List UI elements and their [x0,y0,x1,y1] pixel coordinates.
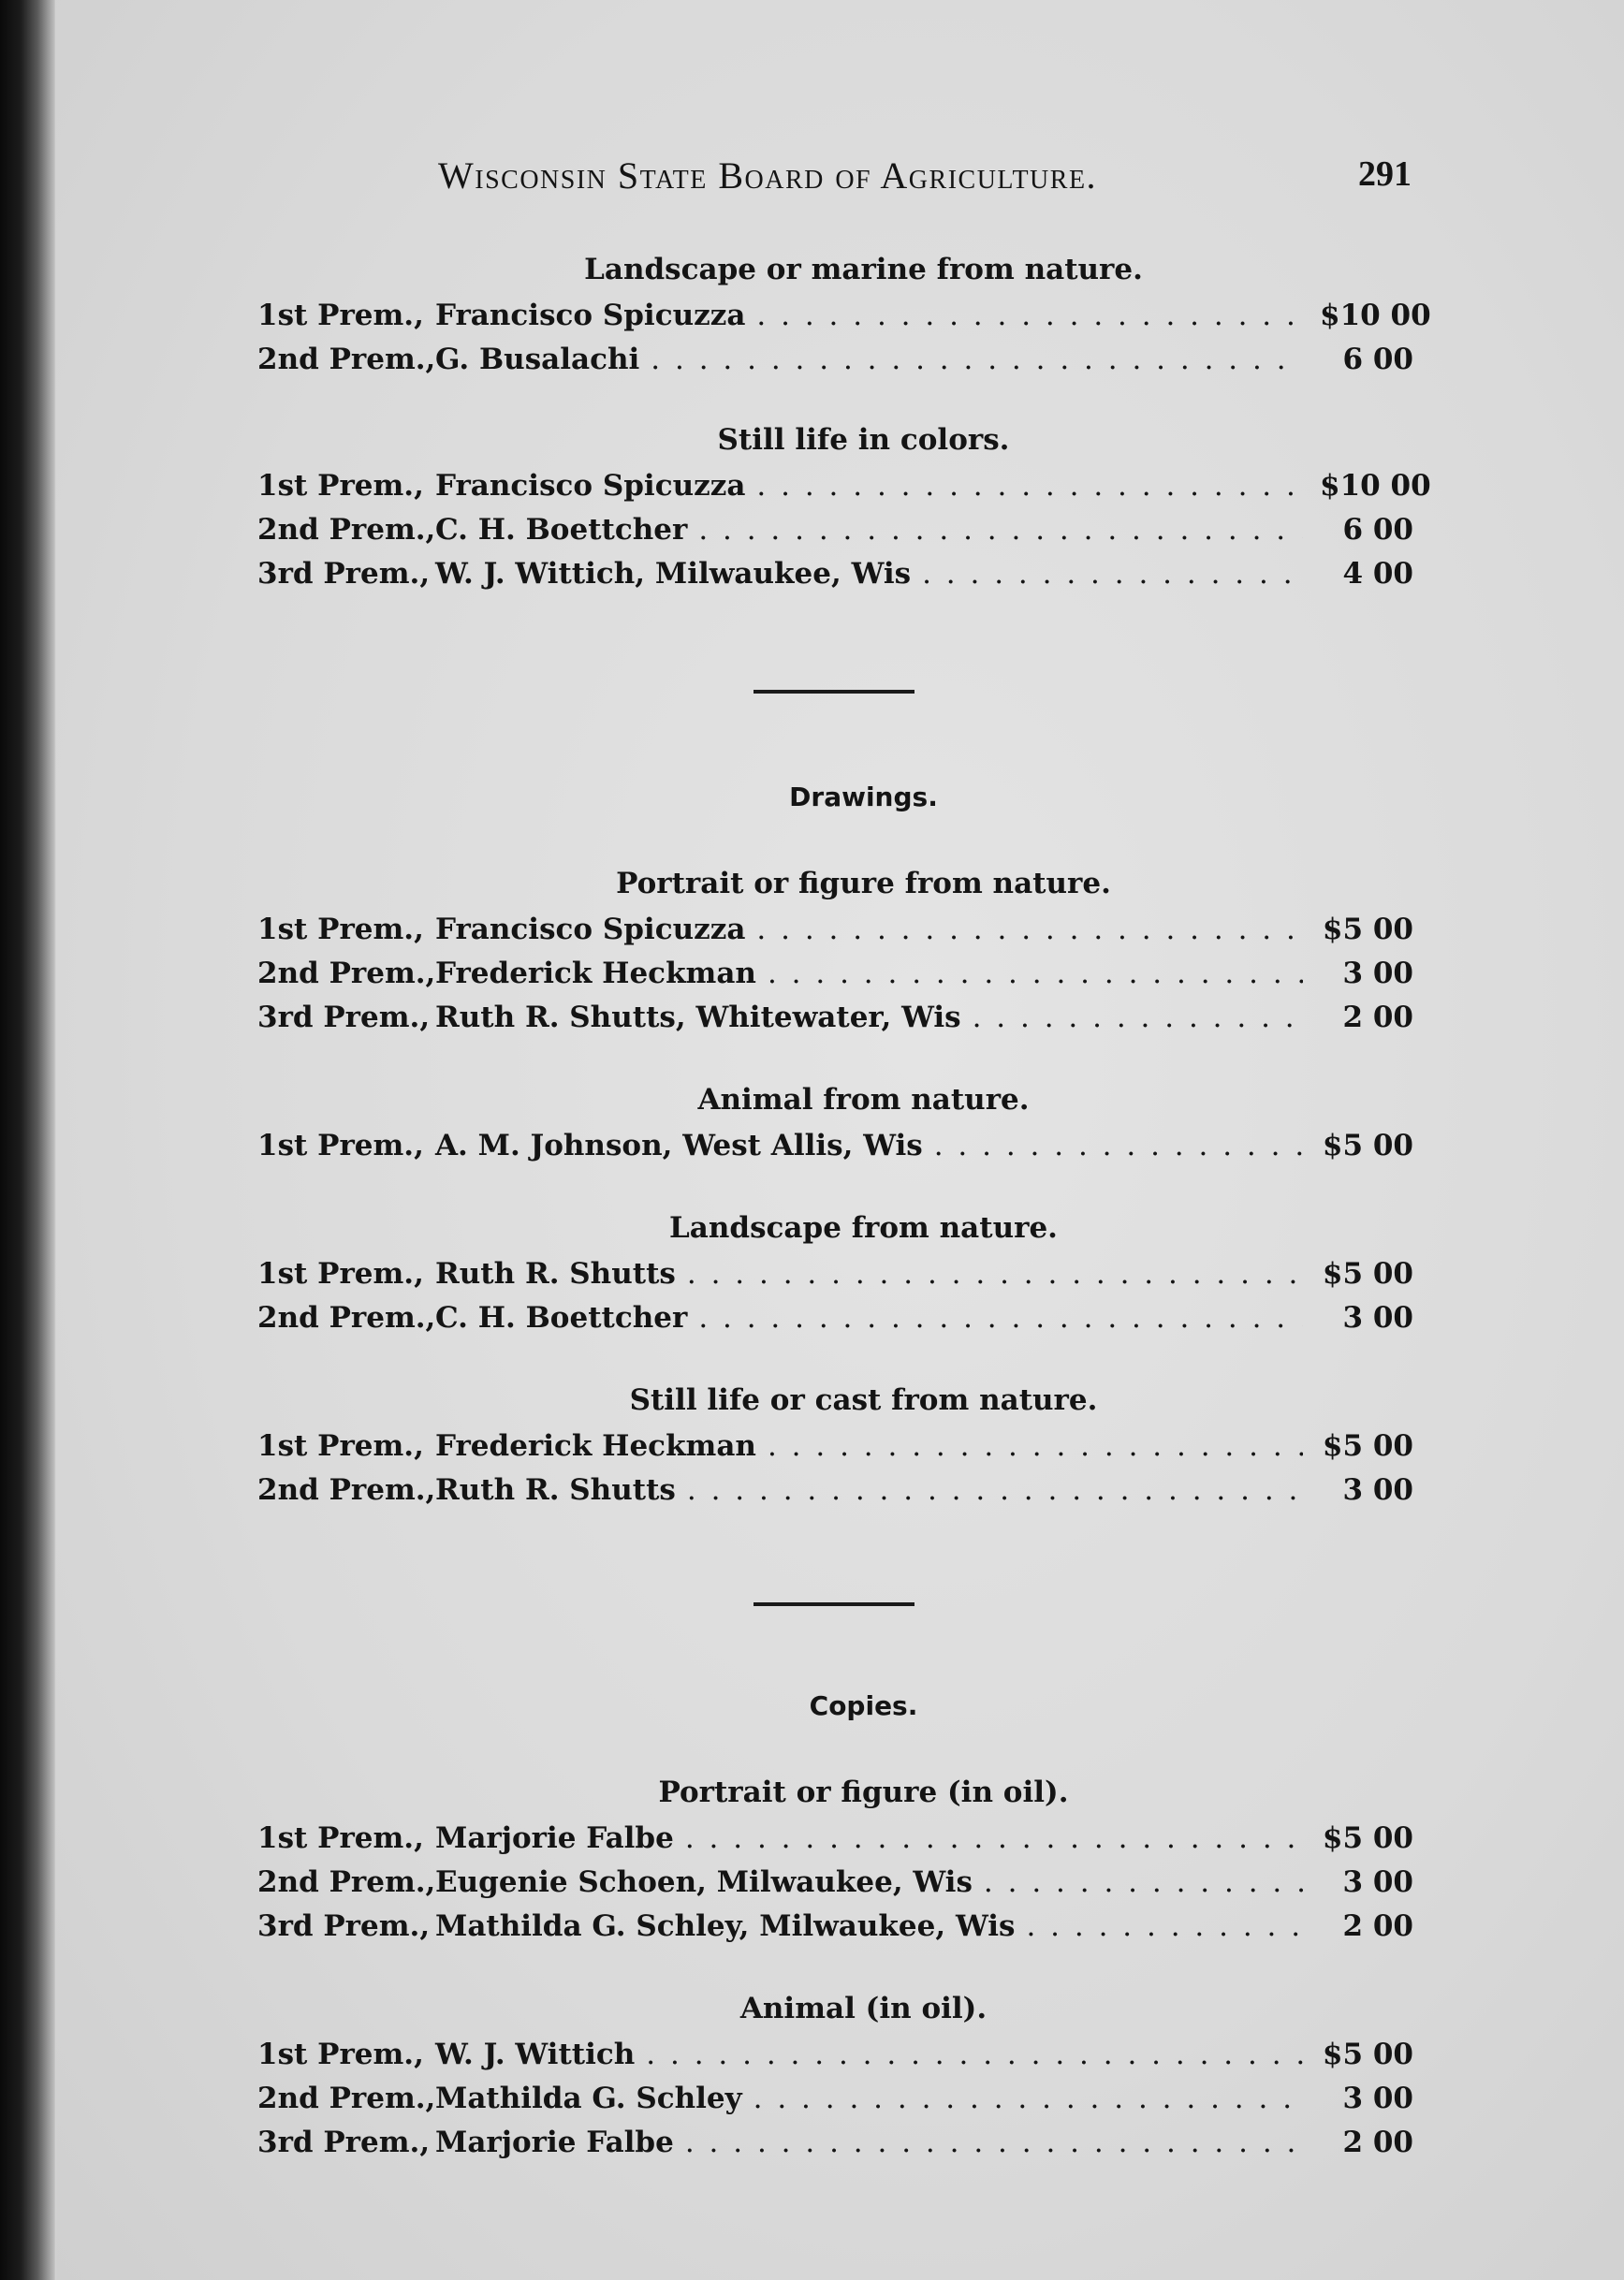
page-header [438,153,1412,200]
award-place: 1st Prem., [257,2038,424,2071]
award-place: 2nd Prem., [257,513,436,547]
book-binding-shadow [0,0,56,2280]
dot-leader [768,952,1303,996]
winner-name: Marjorie Falbe [435,1821,674,1855]
award-place: 1st Prem., [257,1429,424,1463]
winner-name: Francisco Spicuzza [435,299,746,332]
award-amount: $5 00 [1322,2038,1413,2071]
award-entry [257,552,1413,596]
award-amount: $10 00 [1320,299,1431,332]
award-place: 3rd Prem., [257,2126,431,2159]
award-amount: 3 00 [1342,957,1413,990]
dot-leader [687,1252,1303,1296]
winner-name: G. Busalachi [435,343,640,376]
dot-leader [756,464,1303,508]
award-entry [257,996,1413,1040]
dot-leader [698,508,1303,552]
award-group [257,1381,1413,1513]
award-amount: $5 00 [1322,1257,1413,1291]
winner-name: C. H. Boettcher [435,513,688,547]
award-amount: 3 00 [1342,1301,1413,1335]
award-entry [257,1861,1413,1905]
winner-name: A. M. Johnson, West Allis, Wis [435,1129,923,1162]
award-category-title: Animal (in oil). [739,1992,988,2025]
section-title: Drawings. [789,782,938,812]
running-title: Wisconsin State Board of Agriculture. [438,154,1098,197]
award-amount: $5 00 [1322,913,1413,946]
award-group [257,1081,1413,1168]
award-amount: $5 00 [1322,1129,1413,1162]
award-amount: 4 00 [1342,557,1413,591]
winner-name: Eugenie Schoen, Milwaukee, Wis [435,1865,973,1899]
winner-name: Mathilda G. Schley, Milwaukee, Wis [435,1909,1016,1943]
winner-name: W. J. Wittich [435,2038,636,2071]
award-place: 3rd Prem., [257,1909,431,1943]
dot-leader [768,1425,1303,1469]
award-amount: 2 00 [1342,1001,1413,1034]
dot-leader [1026,1905,1303,1949]
winner-name: Francisco Spicuzza [435,469,746,503]
award-group [257,1209,1413,1340]
award-entry [257,2077,1413,2121]
winner-name: Ruth R. Shutts [435,1257,676,1291]
award-amount: $10 00 [1320,469,1431,503]
winner-name: Marjorie Falbe [435,2126,674,2159]
award-amount: 2 00 [1342,2126,1413,2159]
winner-name: Ruth R. Shutts [435,1473,676,1507]
award-entry [257,1425,1413,1469]
award-entry [257,952,1413,996]
award-entry [257,1124,1413,1168]
award-place: 3rd Prem., [257,1001,431,1034]
award-amount: $5 00 [1322,1429,1413,1463]
award-entry [257,464,1431,508]
award-group [257,1990,1413,2165]
award-entry [257,1817,1413,1861]
award-place: 1st Prem., [257,1257,424,1291]
dot-leader [651,338,1303,382]
winner-name: Frederick Heckman [435,1429,756,1463]
award-entry [257,294,1431,338]
award-amount: 2 00 [1342,1909,1413,1943]
dot-leader [934,1124,1303,1168]
award-place: 1st Prem., [257,1129,424,1162]
award-place: 2nd Prem., [257,1865,436,1899]
award-amount: 6 00 [1342,513,1413,547]
dot-leader [685,2121,1303,2165]
award-place: 2nd Prem., [257,343,436,376]
page-number: 291 [1358,154,1412,194]
award-entry [257,1296,1413,1340]
award-group [257,251,1431,382]
award-place: 1st Prem., [257,1821,424,1855]
winner-name: Francisco Spicuzza [435,913,746,946]
dot-leader [973,996,1303,1040]
award-amount: 3 00 [1342,1865,1413,1899]
dot-leader [698,1296,1303,1340]
award-amount: 3 00 [1342,1473,1413,1507]
award-place: 1st Prem., [257,469,424,503]
award-place: 2nd Prem., [257,2082,436,2115]
award-place: 1st Prem., [257,299,424,332]
award-category-title: Still life in colors. [717,423,1010,457]
dot-leader [984,1861,1303,1905]
award-entry [257,508,1413,552]
award-place: 3rd Prem., [257,557,431,591]
winner-name: Mathilda G. Schley [435,2082,742,2115]
winner-name: W. J. Wittich, Milwaukee, Wis [435,557,912,591]
dot-leader [685,1817,1303,1861]
award-category-title: Still life or cast from nature. [629,1383,1098,1417]
winner-name: Ruth R. Shutts, Whitewater, Wis [435,1001,961,1034]
award-entry [257,1469,1413,1513]
award-place: 2nd Prem., [257,1301,436,1335]
award-category-title: Portrait or figure from nature. [616,867,1111,900]
award-place: 2nd Prem., [257,1473,436,1507]
award-entry [257,1905,1413,1949]
dot-leader [687,1469,1303,1513]
winner-name: Frederick Heckman [435,957,756,990]
award-amount: $5 00 [1322,1821,1413,1855]
award-place: 1st Prem., [257,913,424,946]
award-entry [257,2121,1413,2165]
award-entry [257,338,1413,382]
award-amount: 6 00 [1342,343,1413,376]
award-category-title: Landscape from nature. [669,1211,1058,1245]
award-category-title: Landscape or marine from nature. [584,253,1143,286]
section-title: Copies. [809,1690,918,1721]
award-category-title: Animal from nature. [697,1083,1030,1117]
award-entry [257,908,1413,952]
dot-leader [756,294,1303,338]
award-amount: 3 00 [1342,2082,1413,2115]
award-entry [257,1252,1413,1296]
dot-leader [753,2077,1303,2121]
dot-leader [646,2033,1303,2077]
award-group [257,1774,1413,1949]
winner-name: C. H. Boettcher [435,1301,688,1335]
award-group [257,865,1413,1040]
award-place: 2nd Prem., [257,957,436,990]
award-category-title: Portrait or figure (in oil). [658,1776,1069,1809]
premium-list [257,251,1431,2165]
award-group [257,421,1431,596]
dot-leader [756,908,1303,952]
award-entry [257,2033,1413,2077]
dot-leader [922,552,1303,596]
